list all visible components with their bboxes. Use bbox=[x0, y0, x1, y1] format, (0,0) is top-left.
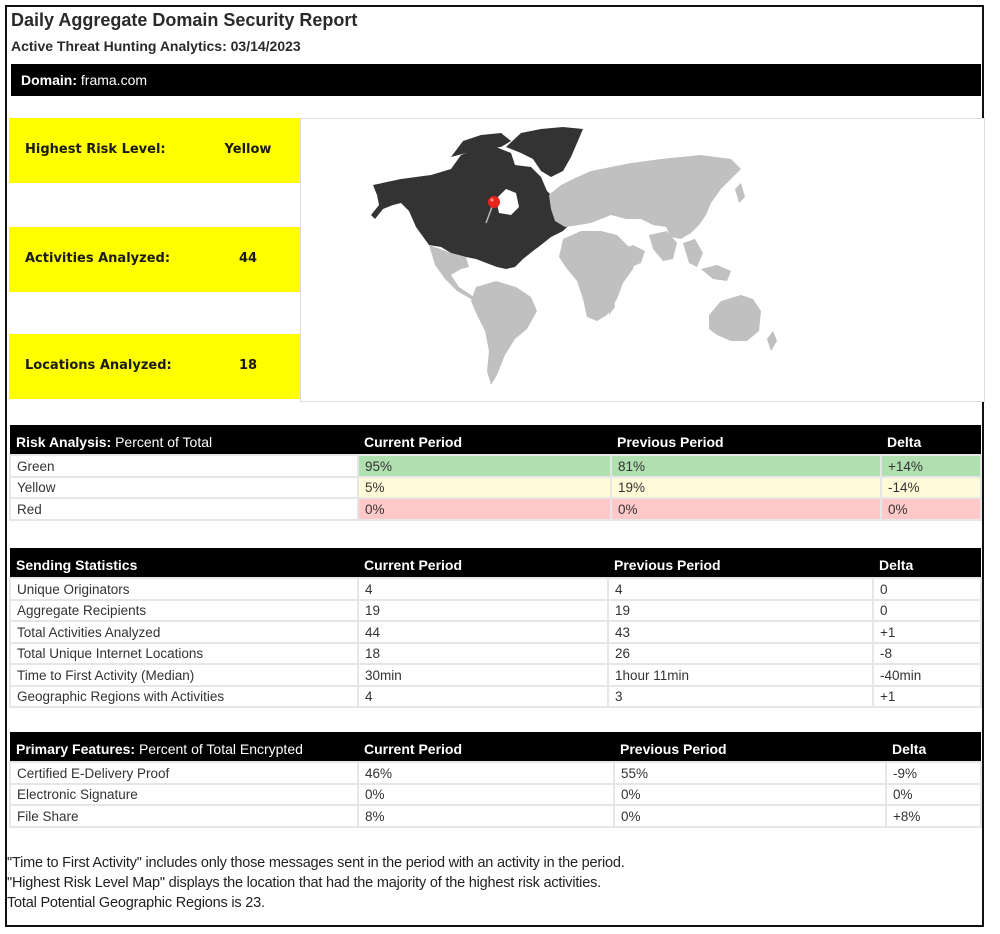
cell-delta: +8% bbox=[886, 805, 981, 827]
cell-delta: 0 bbox=[873, 600, 981, 622]
cell-delta: 0 bbox=[873, 578, 981, 600]
header-title-bold: Primary Features: bbox=[16, 741, 136, 757]
indonesia bbox=[701, 265, 731, 281]
cell-current: 18 bbox=[358, 643, 608, 665]
row-label: Aggregate Recipients bbox=[10, 600, 358, 622]
table-row bbox=[10, 477, 981, 499]
table-row bbox=[10, 621, 981, 643]
cell-delta: +1 bbox=[873, 621, 981, 643]
domain-label: Domain: bbox=[21, 72, 77, 88]
southeast-asia bbox=[683, 239, 703, 267]
cell-previous: 3 bbox=[608, 686, 873, 708]
kpi-value: 44 bbox=[238, 251, 258, 266]
column-header-previous: Previous Period bbox=[614, 732, 886, 762]
table-row bbox=[10, 805, 981, 827]
sending-statistics-table bbox=[9, 548, 982, 708]
table-header-row bbox=[10, 732, 981, 762]
kpi-label: Activities Analyzed: bbox=[25, 251, 171, 266]
header-title-rest: Percent of Total bbox=[111, 434, 213, 450]
row-label: Red bbox=[10, 498, 358, 520]
report-frame bbox=[5, 5, 984, 927]
column-header-delta: Delta bbox=[873, 548, 981, 578]
row-label: Total Unique Internet Locations bbox=[10, 643, 358, 665]
footnote: Total Potential Geographic Regions is 23. bbox=[7, 895, 265, 911]
row-label: Unique Originators bbox=[10, 578, 358, 600]
table-row bbox=[10, 664, 981, 686]
table-row bbox=[10, 643, 981, 665]
domain-bar bbox=[11, 64, 981, 96]
column-header-delta: Delta bbox=[886, 732, 981, 762]
domain-value: frama.com bbox=[80, 72, 148, 88]
row-label: Geographic Regions with Activities bbox=[10, 686, 358, 708]
header-title-bold: Risk Analysis: bbox=[16, 434, 112, 450]
row-label: Green bbox=[10, 455, 358, 477]
column-header-previous: Previous Period bbox=[608, 548, 873, 578]
risk-analysis-table bbox=[9, 425, 982, 521]
column-header-previous: Previous Period bbox=[611, 425, 881, 455]
row-label: Certified E-Delivery Proof bbox=[10, 762, 358, 784]
kpi-label: Locations Analyzed: bbox=[25, 358, 172, 373]
cell-delta: +14% bbox=[881, 455, 981, 477]
table-header-row bbox=[10, 548, 981, 578]
kpi-highest-risk-level bbox=[9, 118, 300, 183]
cell-current: 0% bbox=[358, 784, 614, 806]
cell-delta: -9% bbox=[886, 762, 981, 784]
cell-current: 4 bbox=[358, 578, 608, 600]
row-label: Time to First Activity (Median) bbox=[10, 664, 358, 686]
table-row bbox=[10, 600, 981, 622]
cell-previous: 19% bbox=[611, 477, 881, 499]
new-zealand bbox=[767, 331, 777, 351]
cell-previous: 81% bbox=[611, 455, 881, 477]
cell-delta: -14% bbox=[881, 477, 981, 499]
cell-previous: 4 bbox=[608, 578, 873, 600]
cell-current: 30min bbox=[358, 664, 608, 686]
south-america bbox=[471, 281, 537, 385]
footnote: "Time to First Activity" includes only those messages sent in the period with an activity in the period. bbox=[7, 855, 625, 871]
cell-previous: 1hour 11min bbox=[608, 664, 873, 686]
header-title-rest: Percent of Total Encrypted bbox=[135, 741, 303, 757]
cell-delta: 0% bbox=[881, 498, 981, 520]
cell-previous: 0% bbox=[614, 805, 886, 827]
cell-previous: 0% bbox=[611, 498, 881, 520]
kpi-label: Highest Risk Level: bbox=[25, 142, 166, 157]
row-label: Yellow bbox=[10, 477, 358, 499]
cell-delta: -8 bbox=[873, 643, 981, 665]
report-title: Daily Aggregate Domain Security Report bbox=[11, 10, 358, 30]
primary-features-table bbox=[9, 732, 982, 828]
table-row bbox=[10, 784, 981, 806]
column-header-current: Current Period bbox=[358, 548, 608, 578]
column-header-current: Current Period bbox=[358, 732, 614, 762]
world-map-svg bbox=[301, 119, 986, 403]
table-header-row bbox=[10, 425, 981, 455]
risk-analysis-title bbox=[10, 425, 358, 455]
table-row bbox=[10, 498, 981, 520]
table-row bbox=[10, 455, 981, 477]
table-row bbox=[10, 578, 981, 600]
kpi-value: Yellow bbox=[224, 142, 272, 157]
report-subtitle: Active Threat Hunting Analytics: 03/14/2023 bbox=[11, 38, 301, 54]
cell-current: 95% bbox=[358, 455, 611, 477]
cell-previous: 26 bbox=[608, 643, 873, 665]
kpi-locations-analyzed bbox=[9, 334, 300, 399]
cell-current: 8% bbox=[358, 805, 614, 827]
footnotes bbox=[7, 853, 625, 913]
cell-previous: 55% bbox=[614, 762, 886, 784]
footnote: "Highest Risk Level Map" displays the location that had the majority of the highest risk activities. bbox=[7, 875, 601, 891]
sending-statistics-title: Sending Statistics bbox=[10, 548, 358, 578]
cell-delta: +1 bbox=[873, 686, 981, 708]
cell-current: 4 bbox=[358, 686, 608, 708]
cell-previous: 19 bbox=[608, 600, 873, 622]
cell-current: 5% bbox=[358, 477, 611, 499]
cell-previous: 43 bbox=[608, 621, 873, 643]
japan bbox=[735, 183, 745, 203]
kpi-activities-analyzed bbox=[9, 227, 300, 292]
australia bbox=[709, 295, 761, 341]
column-header-delta: Delta bbox=[881, 425, 981, 455]
table-row bbox=[10, 762, 981, 784]
cell-current: 44 bbox=[358, 621, 608, 643]
cell-current: 46% bbox=[358, 762, 614, 784]
kpi-value: 18 bbox=[238, 358, 258, 373]
eurasia bbox=[549, 155, 741, 239]
row-label: Electronic Signature bbox=[10, 784, 358, 806]
table-row bbox=[10, 686, 981, 708]
cell-delta: 0% bbox=[886, 784, 981, 806]
cell-previous: 0% bbox=[614, 784, 886, 806]
world-map bbox=[300, 118, 985, 402]
cell-current: 0% bbox=[358, 498, 611, 520]
row-label: Total Activities Analyzed bbox=[10, 621, 358, 643]
primary-features-title bbox=[10, 732, 358, 762]
africa bbox=[559, 231, 637, 321]
row-label: File Share bbox=[10, 805, 358, 827]
column-header-current: Current Period bbox=[358, 425, 611, 455]
cell-delta: -40min bbox=[873, 664, 981, 686]
cell-current: 19 bbox=[358, 600, 608, 622]
